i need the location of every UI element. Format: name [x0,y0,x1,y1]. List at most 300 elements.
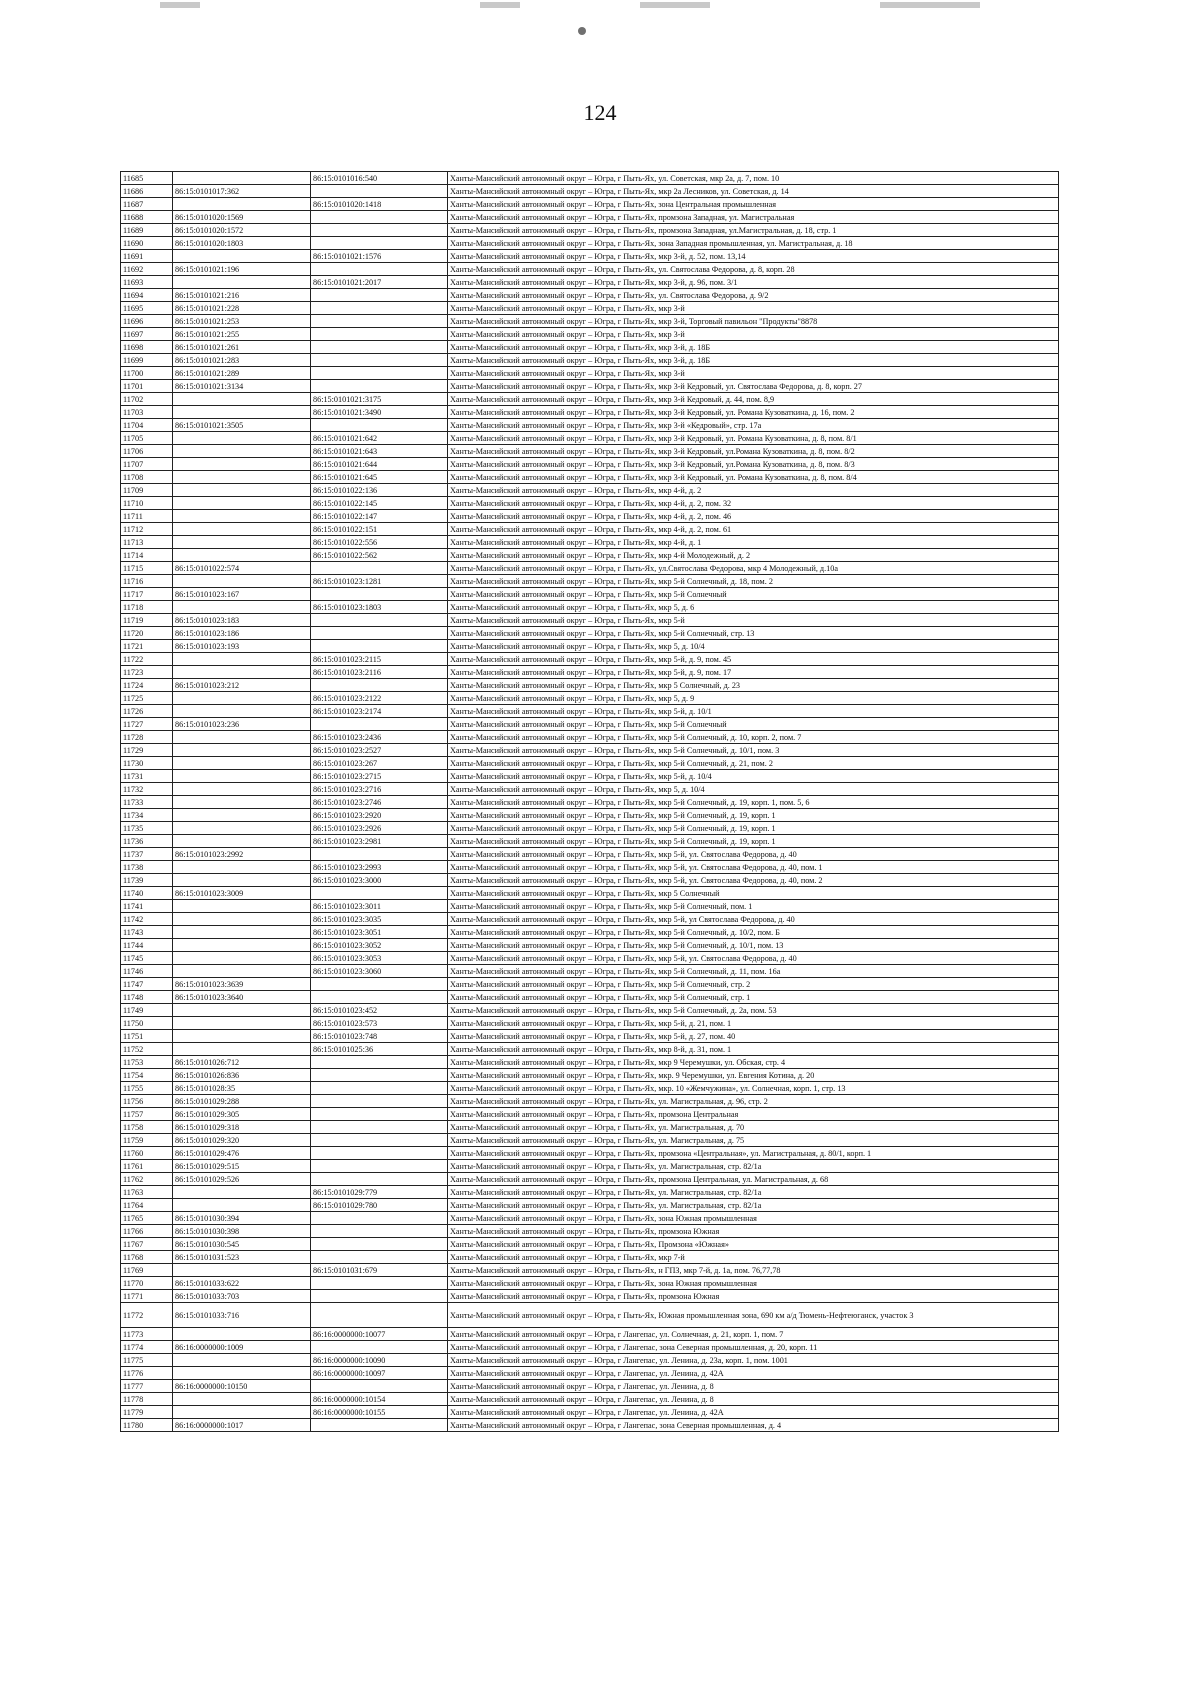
building-cadastral-number-cell: 86:15:0101021:645 [311,471,448,484]
land-cadastral-number-cell [173,835,311,848]
row-number-cell: 11737 [121,848,173,861]
row-number-cell: 11723 [121,666,173,679]
land-cadastral-number-cell [173,770,311,783]
land-cadastral-number-cell: 86:15:0101022:574 [173,562,311,575]
row-number-cell: 11734 [121,809,173,822]
row-number-cell: 11692 [121,263,173,276]
scan-artifact [578,27,586,35]
address-cell: Ханты-Мансийский автономный округ – Югра, г Пыть-Ях, мкр 5-й Солнечный [448,588,1059,601]
address-cell: Ханты-Мансийский автономный округ – Югра, г Пыть-Ях, ул. Магистральная, д. 70 [448,1121,1059,1134]
building-cadastral-number-cell [311,588,448,601]
table-row [121,744,1059,757]
building-cadastral-number-cell: 86:15:0101023:3053 [311,952,448,965]
address-cell: Ханты-Мансийский автономный округ – Югра, г Пыть-Ях, ул. Святослава Федорова, д. 9/2 [448,289,1059,302]
land-cadastral-number-cell: 86:15:0101033:622 [173,1277,311,1290]
land-cadastral-number-cell [173,796,311,809]
table-row [121,198,1059,211]
table-row [121,653,1059,666]
row-number-cell: 11704 [121,419,173,432]
address-cell: Ханты-Мансийский автономный округ – Югра, г Пыть-Ях, Промзона «Южная» [448,1238,1059,1251]
address-cell: Ханты-Мансийский автономный округ – Югра, г Пыть-Ях, мкр 4-й Молодежный, д. 2 [448,549,1059,562]
land-cadastral-number-cell [173,601,311,614]
row-number-cell: 11721 [121,640,173,653]
land-cadastral-number-cell: 86:15:0101023:186 [173,627,311,640]
row-number-cell: 11696 [121,315,173,328]
building-cadastral-number-cell [311,185,448,198]
row-number-cell: 11746 [121,965,173,978]
building-cadastral-number-cell [311,978,448,991]
address-cell: Ханты-Мансийский автономный округ – Югра, г Пыть-Ях, мкр. 10 «Жемчужина», ул. Солнечная, корп. 1, стр. 13 [448,1082,1059,1095]
row-number-cell: 11689 [121,224,173,237]
row-number-cell: 11747 [121,978,173,991]
table-row [121,575,1059,588]
address-cell: Ханты-Мансийский автономный округ – Югра, г Пыть-Ях, ул. Магистральная, стр. 82/1а [448,1199,1059,1212]
row-number-cell: 11762 [121,1173,173,1186]
land-cadastral-number-cell [173,1004,311,1017]
address-cell: Ханты-Мансийский автономный округ – Югра, г Пыть-Ях, мкр 3-й Кедровый, ул. Романа Кузоваткина, д. 16, пом. 2 [448,406,1059,419]
row-number-cell: 11700 [121,367,173,380]
land-cadastral-number-cell [173,1199,311,1212]
building-cadastral-number-cell [311,315,448,328]
land-cadastral-number-cell [173,939,311,952]
table-row [121,1393,1059,1406]
building-cadastral-number-cell: 86:15:0101023:2926 [311,822,448,835]
building-cadastral-number-cell: 86:15:0101023:2115 [311,653,448,666]
table-row [121,354,1059,367]
land-cadastral-number-cell: 86:15:0101029:320 [173,1134,311,1147]
table-row [121,874,1059,887]
row-number-cell: 11768 [121,1251,173,1264]
address-cell: Ханты-Мансийский автономный округ – Югра, г Пыть-Ях, промзона Центральная, ул. Магистральная, д. 68 [448,1173,1059,1186]
row-number-cell: 11714 [121,549,173,562]
table-row [121,822,1059,835]
address-cell: Ханты-Мансийский автономный округ – Югра, г Пыть-Ях, мкр 5-й Солнечный, д. 11, пом. 16а [448,965,1059,978]
table-row [121,1290,1059,1303]
address-cell: Ханты-Мансийский автономный округ – Югра, г Лангепас, ул. Солнечная, д. 21, корп. 1, пом. 7 [448,1328,1059,1341]
building-cadastral-number-cell: 86:15:0101021:3175 [311,393,448,406]
land-cadastral-number-cell [173,783,311,796]
row-number-cell: 11764 [121,1199,173,1212]
land-cadastral-number-cell: 86:15:0101017:362 [173,185,311,198]
land-cadastral-number-cell [173,1264,311,1277]
table-row [121,1173,1059,1186]
building-cadastral-number-cell: 86:15:0101021:1576 [311,250,448,263]
land-cadastral-number-cell [173,874,311,887]
row-number-cell: 11733 [121,796,173,809]
registry-table [120,171,1059,1432]
building-cadastral-number-cell [311,1290,448,1303]
table-row [121,588,1059,601]
table-row [121,1043,1059,1056]
scan-artifact [880,2,980,8]
row-number-cell: 11707 [121,458,173,471]
table-row [121,562,1059,575]
land-cadastral-number-cell: 86:15:0101029:515 [173,1160,311,1173]
row-number-cell: 11716 [121,575,173,588]
building-cadastral-number-cell: 86:15:0101025:36 [311,1043,448,1056]
table-row [121,1380,1059,1393]
land-cadastral-number-cell [173,1030,311,1043]
row-number-cell: 11715 [121,562,173,575]
land-cadastral-number-cell: 86:15:0101026:712 [173,1056,311,1069]
registry-table-container [120,171,1058,1432]
building-cadastral-number-cell [311,1303,448,1328]
address-cell: Ханты-Мансийский автономный округ – Югра, г Пыть-Ях, мкр 3-й, д. 52, пом. 13,14 [448,250,1059,263]
row-number-cell: 11724 [121,679,173,692]
address-cell: Ханты-Мансийский автономный округ – Югра, г Пыть-Ях, мкр 5-й, ул. Святослава Федорова, д. 40 [448,952,1059,965]
table-row [121,718,1059,731]
address-cell: Ханты-Мансийский автономный округ – Югра, г Пыть-Ях, мкр 5, д. 9 [448,692,1059,705]
row-number-cell: 11757 [121,1108,173,1121]
land-cadastral-number-cell [173,198,311,211]
building-cadastral-number-cell: 86:15:0101022:556 [311,536,448,549]
table-row [121,939,1059,952]
table-row [121,978,1059,991]
address-cell: Ханты-Мансийский автономный округ – Югра, г Пыть-Ях, мкр 4-й, д. 2, пом. 61 [448,523,1059,536]
row-number-cell: 11697 [121,328,173,341]
address-cell: Ханты-Мансийский автономный округ – Югра, г Пыть-Ях, мкр 5 Солнечный, д. 23 [448,679,1059,692]
land-cadastral-number-cell: 86:15:0101029:318 [173,1121,311,1134]
table-row [121,965,1059,978]
address-cell: Ханты-Мансийский автономный округ – Югра, г Лангепас, ул. Ленина, д. 42А [448,1406,1059,1419]
land-cadastral-number-cell [173,1406,311,1419]
land-cadastral-number-cell [173,523,311,536]
land-cadastral-number-cell: 86:15:0101028:35 [173,1082,311,1095]
row-number-cell: 11719 [121,614,173,627]
table-row [121,432,1059,445]
address-cell: Ханты-Мансийский автономный округ – Югра, г Пыть-Ях, мкр 5-й Солнечный, д. 2а, пом. 53 [448,1004,1059,1017]
address-cell: Ханты-Мансийский автономный округ – Югра, г Пыть-Ях, мкр 8-й, д. 31, пом. 1 [448,1043,1059,1056]
row-number-cell: 11763 [121,1186,173,1199]
building-cadastral-number-cell: 86:16:0000000:10090 [311,1354,448,1367]
address-cell: Ханты-Мансийский автономный округ – Югра, г Пыть-Ях, мкр 3-й Кедровый, ул. Романа Кузоваткина, д. 8, пом. 8/1 [448,432,1059,445]
building-cadastral-number-cell: 86:16:0000000:10097 [311,1367,448,1380]
table-row [121,1082,1059,1095]
building-cadastral-number-cell [311,991,448,1004]
building-cadastral-number-cell: 86:15:0101023:3060 [311,965,448,978]
address-cell: Ханты-Мансийский автономный округ – Югра, г Пыть-Ях, мкр 5-й Солнечный, д. 19, корп. 1 [448,822,1059,835]
land-cadastral-number-cell: 86:15:0101021:253 [173,315,311,328]
address-cell: Ханты-Мансийский автономный округ – Югра, г Пыть-Ях, мкр 2а Лесников, ул. Советская, д. 14 [448,185,1059,198]
row-number-cell: 11744 [121,939,173,952]
building-cadastral-number-cell [311,302,448,315]
row-number-cell: 11759 [121,1134,173,1147]
table-row [121,1341,1059,1354]
row-number-cell: 11708 [121,471,173,484]
building-cadastral-number-cell [311,679,448,692]
building-cadastral-number-cell [311,1160,448,1173]
row-number-cell: 11736 [121,835,173,848]
row-number-cell: 11702 [121,393,173,406]
building-cadastral-number-cell: 86:15:0101022:147 [311,510,448,523]
building-cadastral-number-cell [311,419,448,432]
land-cadastral-number-cell: 86:16:0000000:1017 [173,1419,311,1432]
table-row [121,692,1059,705]
table-row [121,601,1059,614]
row-number-cell: 11774 [121,1341,173,1354]
address-cell: Ханты-Мансийский автономный округ – Югра, г Пыть-Ях, мкр 3-й, Торговый павильон "Продукты"8878 [448,315,1059,328]
land-cadastral-number-cell [173,510,311,523]
table-row [121,1069,1059,1082]
land-cadastral-number-cell [173,692,311,705]
land-cadastral-number-cell [173,744,311,757]
address-cell: Ханты-Мансийский автономный округ – Югра, г Пыть-Ях, мкр 3-й [448,328,1059,341]
address-cell: Ханты-Мансийский автономный округ – Югра, г Пыть-Ях, мкр. 9 Черемушки, ул. Евгения Котина, д. 20 [448,1069,1059,1082]
building-cadastral-number-cell [311,1082,448,1095]
land-cadastral-number-cell: 86:15:0101023:193 [173,640,311,653]
row-number-cell: 11722 [121,653,173,666]
land-cadastral-number-cell [173,1186,311,1199]
address-cell: Ханты-Мансийский автономный округ – Югра, г Пыть-Ях, мкр 3-й [448,367,1059,380]
building-cadastral-number-cell: 86:15:0101023:2920 [311,809,448,822]
building-cadastral-number-cell [311,1238,448,1251]
land-cadastral-number-cell: 86:15:0101021:196 [173,263,311,276]
table-row [121,1056,1059,1069]
land-cadastral-number-cell [173,250,311,263]
table-row [121,1354,1059,1367]
land-cadastral-number-cell [173,731,311,744]
row-number-cell: 11701 [121,380,173,393]
land-cadastral-number-cell [173,497,311,510]
address-cell: Ханты-Мансийский автономный округ – Югра, г Пыть-Ях, ул. Святослава Федорова, д. 8, корп. 28 [448,263,1059,276]
building-cadastral-number-cell: 86:16:0000000:10154 [311,1393,448,1406]
row-number-cell: 11729 [121,744,173,757]
land-cadastral-number-cell [173,1328,311,1341]
address-cell: Ханты-Мансийский автономный округ – Югра, г Пыть-Ях, мкр 3-й Кедровый, ул. Святослава Федорова, д. 8, корп. 27 [448,380,1059,393]
address-cell: Ханты-Мансийский автономный округ – Югра, г Пыть-Ях, промзона Западная, ул. Магистральная [448,211,1059,224]
table-row [121,549,1059,562]
registry-table-body [121,172,1059,1432]
building-cadastral-number-cell [311,289,448,302]
row-number-cell: 11741 [121,900,173,913]
land-cadastral-number-cell [173,861,311,874]
building-cadastral-number-cell: 86:15:0101023:452 [311,1004,448,1017]
building-cadastral-number-cell: 86:15:0101023:2116 [311,666,448,679]
table-row [121,341,1059,354]
table-row [121,861,1059,874]
land-cadastral-number-cell: 86:15:0101026:836 [173,1069,311,1082]
building-cadastral-number-cell [311,1056,448,1069]
table-row [121,1160,1059,1173]
land-cadastral-number-cell: 86:15:0101033:703 [173,1290,311,1303]
table-row [121,1004,1059,1017]
row-number-cell: 11775 [121,1354,173,1367]
table-row [121,705,1059,718]
row-number-cell: 11766 [121,1225,173,1238]
land-cadastral-number-cell: 86:15:0101023:183 [173,614,311,627]
land-cadastral-number-cell [173,1393,311,1406]
row-number-cell: 11725 [121,692,173,705]
row-number-cell: 11749 [121,1004,173,1017]
table-row [121,913,1059,926]
address-cell: Ханты-Мансийский автономный округ – Югра, г Пыть-Ях, мкр 5-й Солнечный, д. 10/1, пом. 3 [448,744,1059,757]
address-cell: Ханты-Мансийский автономный округ – Югра, г Пыть-Ях, мкр 3-й, д. 18Б [448,341,1059,354]
building-cadastral-number-cell: 86:15:0101023:2436 [311,731,448,744]
table-row [121,419,1059,432]
land-cadastral-number-cell [173,406,311,419]
address-cell: Ханты-Мансийский автономный округ – Югра, г Пыть-Ях, мкр 5 Солнечный [448,887,1059,900]
address-cell: Ханты-Мансийский автономный округ – Югра, г Лангепас, зона Северная промышленная, д. 20, корп. 11 [448,1341,1059,1354]
land-cadastral-number-cell: 86:15:0101029:305 [173,1108,311,1121]
table-row [121,1367,1059,1380]
row-number-cell: 11772 [121,1303,173,1328]
land-cadastral-number-cell: 86:15:0101030:398 [173,1225,311,1238]
land-cadastral-number-cell [173,393,311,406]
table-row [121,380,1059,393]
table-row [121,1419,1059,1432]
address-cell: Ханты-Мансийский автономный округ – Югра, г Пыть-Ях, мкр 5-й, ул. Святослава Федорова, д. 40 [448,848,1059,861]
land-cadastral-number-cell [173,276,311,289]
table-row [121,224,1059,237]
building-cadastral-number-cell [311,1147,448,1160]
address-cell: Ханты-Мансийский автономный округ – Югра, г Пыть-Ях, промзона «Центральная», ул. Магистральная, д. 80/1, корп. 1 [448,1147,1059,1160]
land-cadastral-number-cell: 86:15:0101021:261 [173,341,311,354]
address-cell: Ханты-Мансийский автономный округ – Югра, г Пыть-Ях, мкр 4-й, д. 2 [448,484,1059,497]
land-cadastral-number-cell [173,952,311,965]
row-number-cell: 11695 [121,302,173,315]
row-number-cell: 11735 [121,822,173,835]
building-cadastral-number-cell [311,1251,448,1264]
page-number: 124 [583,100,617,125]
building-cadastral-number-cell [311,848,448,861]
table-row [121,1225,1059,1238]
address-cell: Ханты-Мансийский автономный округ – Югра, г Пыть-Ях, мкр 5-й Солнечный, д. 19, корп. 1 [448,835,1059,848]
building-cadastral-number-cell [311,224,448,237]
row-number-cell: 11699 [121,354,173,367]
building-cadastral-number-cell: 86:15:0101022:151 [311,523,448,536]
row-number-cell: 11779 [121,1406,173,1419]
building-cadastral-number-cell [311,1134,448,1147]
address-cell: Ханты-Мансийский автономный округ – Югра, г Пыть-Ях, промзона Южная [448,1225,1059,1238]
building-cadastral-number-cell: 86:15:0101023:2993 [311,861,448,874]
building-cadastral-number-cell: 86:15:0101022:136 [311,484,448,497]
row-number-cell: 11756 [121,1095,173,1108]
address-cell: Ханты-Мансийский автономный округ – Югра, г Пыть-Ях, мкр 5-й [448,614,1059,627]
land-cadastral-number-cell: 86:15:0101029:526 [173,1173,311,1186]
land-cadastral-number-cell: 86:16:0000000:1009 [173,1341,311,1354]
table-row [121,315,1059,328]
address-cell: Ханты-Мансийский автономный округ – Югра, г Пыть-Ях, мкр 4-й, д. 2, пом. 32 [448,497,1059,510]
address-cell: Ханты-Мансийский автономный округ – Югра, г Пыть-Ях, мкр 5-й, ул. Святослава Федорова, д. 40, пом. 2 [448,874,1059,887]
row-number-cell: 11738 [121,861,173,874]
land-cadastral-number-cell [173,965,311,978]
building-cadastral-number-cell: 86:15:0101023:267 [311,757,448,770]
building-cadastral-number-cell [311,627,448,640]
table-row [121,263,1059,276]
building-cadastral-number-cell [311,1121,448,1134]
row-number-cell: 11690 [121,237,173,250]
land-cadastral-number-cell [173,1367,311,1380]
row-number-cell: 11717 [121,588,173,601]
building-cadastral-number-cell: 86:15:0101021:642 [311,432,448,445]
land-cadastral-number-cell: 86:15:0101020:1572 [173,224,311,237]
row-number-cell: 11694 [121,289,173,302]
address-cell: Ханты-Мансийский автономный округ – Югра, г Пыть-Ях, мкр 5-й Солнечный, д. 18, пом. 2 [448,575,1059,588]
address-cell: Ханты-Мансийский автономный округ – Югра, г Пыть-Ях, ул. Магистральная, стр. 82/1а [448,1186,1059,1199]
row-number-cell: 11709 [121,484,173,497]
row-number-cell: 11755 [121,1082,173,1095]
row-number-cell: 11685 [121,172,173,185]
land-cadastral-number-cell: 86:15:0101021:255 [173,328,311,341]
land-cadastral-number-cell: 86:15:0101021:216 [173,289,311,302]
land-cadastral-number-cell [173,549,311,562]
land-cadastral-number-cell: 86:15:0101023:3639 [173,978,311,991]
row-number-cell: 11773 [121,1328,173,1341]
address-cell: Ханты-Мансийский автономный округ – Югра, г Пыть-Ях, мкр 5-й, д. 10/4 [448,770,1059,783]
row-number-cell: 11731 [121,770,173,783]
building-cadastral-number-cell [311,562,448,575]
address-cell: Ханты-Мансийский автономный округ – Югра, г Пыть-Ях, ул. Магистральная, д. 96, стр. 2 [448,1095,1059,1108]
land-cadastral-number-cell: 86:15:0101023:2992 [173,848,311,861]
land-cadastral-number-cell [173,913,311,926]
building-cadastral-number-cell: 86:15:0101023:3051 [311,926,448,939]
building-cadastral-number-cell: 86:15:0101023:1803 [311,601,448,614]
address-cell: Ханты-Мансийский автономный округ – Югра, г Пыть-Ях, мкр 5-й, д. 9, пом. 17 [448,666,1059,679]
table-row [121,1199,1059,1212]
table-row [121,796,1059,809]
building-cadastral-number-cell: 86:15:0101023:573 [311,1017,448,1030]
building-cadastral-number-cell [311,354,448,367]
land-cadastral-number-cell: 86:15:0101031:523 [173,1251,311,1264]
table-row [121,666,1059,679]
building-cadastral-number-cell [311,211,448,224]
building-cadastral-number-cell [311,263,448,276]
land-cadastral-number-cell [173,809,311,822]
building-cadastral-number-cell: 86:15:0101023:2716 [311,783,448,796]
table-row [121,1328,1059,1341]
address-cell: Ханты-Мансийский автономный округ – Югра, г Пыть-Ях, ул. Советская, мкр 2а, д. 7, пом. 10 [448,172,1059,185]
table-row [121,1406,1059,1419]
address-cell: Ханты-Мансийский автономный округ – Югра, г Пыть-Ях, мкр 5-й, д. 21, пом. 1 [448,1017,1059,1030]
row-number-cell: 11686 [121,185,173,198]
land-cadastral-number-cell: 86:15:0101021:228 [173,302,311,315]
building-cadastral-number-cell [311,1173,448,1186]
building-cadastral-number-cell: 86:15:0101021:643 [311,445,448,458]
address-cell: Ханты-Мансийский автономный округ – Югра, г Пыть-Ях, ул.Святослава Федорова, мкр 4 Молодежный, д.10а [448,562,1059,575]
address-cell: Ханты-Мансийский автономный округ – Югра, г Пыть-Ях, мкр 7-й [448,1251,1059,1264]
row-number-cell: 11720 [121,627,173,640]
address-cell: Ханты-Мансийский автономный округ – Югра, г Лангепас, ул. Ленина, д. 8 [448,1393,1059,1406]
building-cadastral-number-cell: 86:15:0101023:3011 [311,900,448,913]
table-row [121,731,1059,744]
building-cadastral-number-cell: 86:15:0101023:2122 [311,692,448,705]
row-number-cell: 11712 [121,523,173,536]
building-cadastral-number-cell: 86:16:0000000:10155 [311,1406,448,1419]
land-cadastral-number-cell: 86:15:0101021:3134 [173,380,311,393]
land-cadastral-number-cell [173,172,311,185]
land-cadastral-number-cell [173,536,311,549]
row-number-cell: 11693 [121,276,173,289]
row-number-cell: 11739 [121,874,173,887]
land-cadastral-number-cell: 86:15:0101023:212 [173,679,311,692]
address-cell: Ханты-Мансийский автономный округ – Югра, г Пыть-Ях, мкр 5-й Солнечный, д. 19, корп. 1 [448,809,1059,822]
address-cell: Ханты-Мансийский автономный округ – Югра, г Пыть-Ях, мкр 5-й, д. 10/1 [448,705,1059,718]
address-cell: Ханты-Мансийский автономный округ – Югра, г Пыть-Ях, промзона Южная [448,1290,1059,1303]
building-cadastral-number-cell: 86:15:0101022:145 [311,497,448,510]
land-cadastral-number-cell [173,705,311,718]
row-number-cell: 11751 [121,1030,173,1043]
row-number-cell: 11765 [121,1212,173,1225]
building-cadastral-number-cell [311,1225,448,1238]
table-row [121,1030,1059,1043]
building-cadastral-number-cell: 86:15:0101023:2746 [311,796,448,809]
table-row [121,757,1059,770]
row-number-cell: 11730 [121,757,173,770]
land-cadastral-number-cell: 86:15:0101023:236 [173,718,311,731]
table-row [121,1017,1059,1030]
table-row [121,367,1059,380]
building-cadastral-number-cell [311,1212,448,1225]
